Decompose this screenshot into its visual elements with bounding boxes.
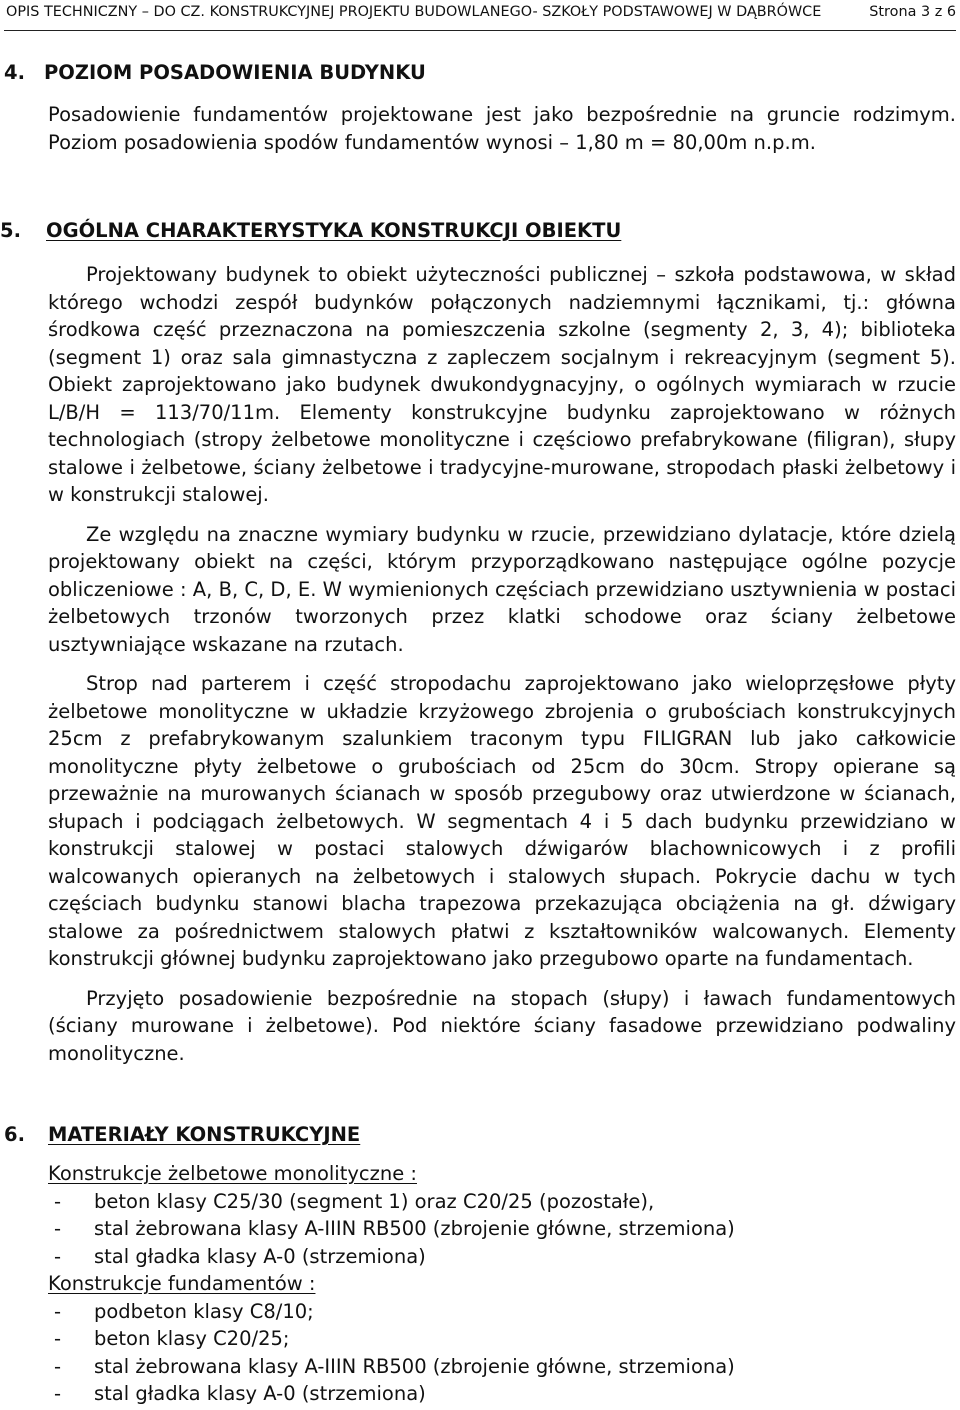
paragraph: Ze względu na znaczne wymiary budynku w rzucie, przewidziano dylatacje, które dzielą projektowany obiekt na części, którym przyporządkowano następujące ogólne pozycje obliczeniowe : A, B, C, D, E. W wymienionych częściach przewidziano usztywnienia w postaci żelbetowych trzonów tworzonych przez klatki schodowe oraz ściany żelbetowe usztywniające wskazane na rzutach.	[48, 522, 956, 656]
section-title: POZIOM POSADOWIENIA BUDYNKU	[44, 61, 426, 84]
section-number: 4.	[4, 61, 25, 84]
paragraph: Projektowany budynek to obiekt użyteczności publicznej – szkoła podstawowa, w skład którego wchodzi zespół budynków połączonych nadziemnymi łącznikami, tj.: główna środkowa część przeznaczona na pomieszczenia szkolne (segmenty 2, 3, 4); biblioteka (segment 1) oraz sala gimnastyczna z zapleczem socjalnym i rekreacyjnym (segment 5). Obiekt zaprojektowano jako budynek dwukondygnacyjny, o ogólnych wymiarach w rzucie L/B/H = 113/70/11m. Elementy konstrukcyjne budynku zaprojektowano w różnych technologiach (stropy żelbetowe monolityczne i częściowo prefabrykowane (filigran), słupy stalowe i żelbetowe, ściany żelbetowe i tradycyjne-murowane, stropodach płaski żelbetowy i w konstrukcji stalowej.	[48, 263, 956, 506]
page-header	[4, 0, 956, 32]
section-title: OGÓLNA CHARAKTERYSTYKA KONSTRUKCJI OBIEKTU	[46, 219, 622, 242]
section-number: 6.	[4, 1123, 25, 1146]
section-5-heading	[0, 218, 621, 244]
list-item: - stal żebrowana klasy A-IIIN RB500 (zbrojenie główne, strzemiona)	[48, 1215, 956, 1243]
section-5-body	[48, 261, 956, 1067]
list-item: - stal gładka klasy A-0 (strzemiona)	[48, 1243, 956, 1271]
paragraph: Strop nad parterem i część stropodachu zaprojektowano jako wieloprzęsłowe płyty żelbetowe monolityczne w układzie krzyżowego zbrojenia o grubościach konstrukcyjnych 25cm z prefabrykowanym szalunkiem traconym typu FILIGRAN lub jako całkowicie monolityczne płyty żelbetowe o grubościach od 25cm do 30cm. Stropy opierane są przeważnie na murowanych ścianach w sposób przegubowy oraz utwierdzone w ścianach, słupach i podciągach żelbetowych. W segmentach 4 i 5 dach budynku przewidziano w konstrukcji stalowej w postaci stalowych dźwigarów blachownicowych i z profili walcowanych opieranych na żelbetowych i stalowych słupach. Pokrycie dachu w tych częściach budynku stanowi blacha trapezowa przekazująca obciążenia na gł. dźwigary stalowe za pośrednictwem stalowych płatwi z kształtowników walcowanych. Elementy konstrukcji głównej budynku zaprojektowano jako przegubowo oparte na fundamentach.	[48, 672, 956, 970]
section-6-heading	[4, 1122, 360, 1148]
paragraph: Posadowienie fundamentów projektowane jest jako bezpośrednie na gruncie rodzimym. Poziom posadowienia spodów fundamentów wynosi – 1,80 m = 80,00m n.p.m.	[48, 103, 956, 154]
section-4-heading	[4, 60, 426, 86]
list-item: - stal żebrowana klasy A-IIIN RB500 (zbrojenie główne, strzemiona)	[48, 1353, 956, 1381]
section-6-body	[48, 1160, 956, 1408]
list-item: - beton klasy C20/25;	[48, 1325, 956, 1353]
materials-list	[48, 1188, 956, 1271]
page-number: Strona 3 z 6	[869, 4, 956, 20]
list-item: - stal gładka klasy A-0 (strzemiona)	[48, 1380, 956, 1408]
section-number: 5.	[0, 219, 21, 242]
section-title: MATERIAŁY KONSTRUKCYJNE	[48, 1123, 361, 1146]
paragraph: Przyjęto posadowienie bezpośrednie na stopach (słupy) i ławach fundamentowych (ściany murowane i żelbetowe). Pod niektóre ściany fasadowe przewidziano podwaliny monolityczne.	[48, 986, 956, 1065]
group-label: Konstrukcje fundamentów :	[48, 1272, 316, 1295]
group-label: Konstrukcje żelbetowe monolityczne :	[48, 1162, 417, 1185]
header-rule	[4, 30, 956, 31]
document-title-header: OPIS TECHNICZNY – DO CZ. KONSTRUKCYJNEJ PROJEKTU BUDOWLANEGO- SZKOŁY PODSTAWOWEJ W DĄBRÓWCE	[6, 4, 822, 20]
list-item: - beton klasy C25/30 (segment 1) oraz C20/25 (pozostałe),	[48, 1188, 956, 1216]
list-item: - podbeton klasy C8/10;	[48, 1298, 956, 1326]
materials-list	[48, 1298, 956, 1408]
section-4-body	[48, 101, 956, 156]
